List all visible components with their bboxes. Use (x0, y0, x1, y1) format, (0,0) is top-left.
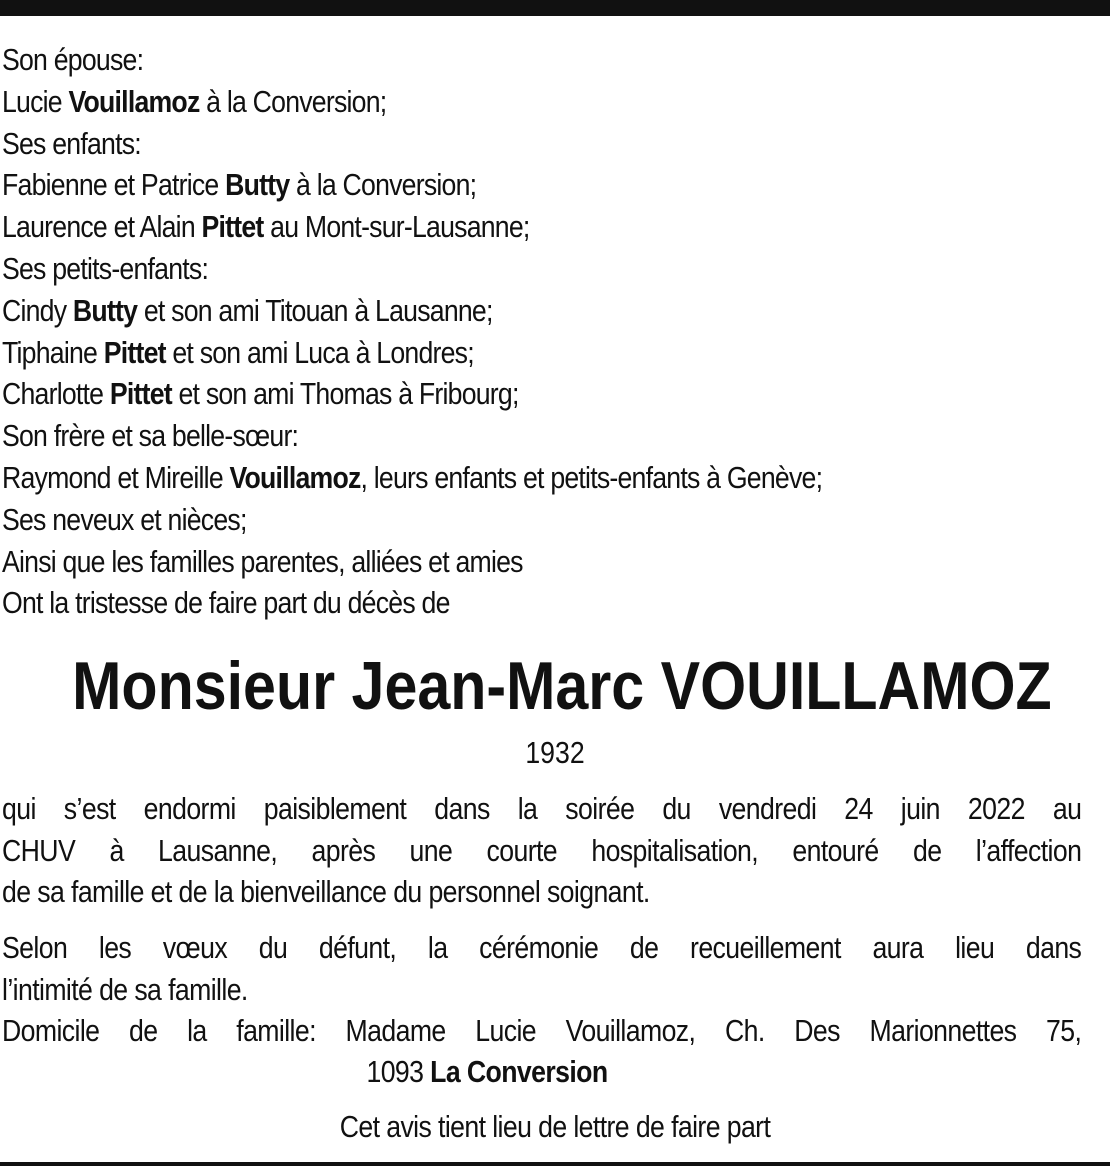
family-line: Ses neveux et nièces; (2, 501, 247, 537)
family-list (2, 39, 956, 624)
domicile-address (10, 1051, 965, 1093)
deceased-name: Monsieur Jean-Marc VOUILLAMOZ (72, 648, 1052, 724)
domicile-postcode: 1093 (366, 1054, 431, 1089)
family-line: Ses petits-enfants: (2, 250, 209, 286)
domicile-line: Domicile de la famille: Madame Lucie Vouillamoz, Ch. Des Marionnettes 75, (2, 1013, 1082, 1048)
paragraph-line: de sa famille et de la bienveillance du personnel soignant. (2, 874, 650, 909)
family-line: Fabienne et Patrice Butty à la Conversion; (2, 167, 477, 203)
domicile-paragraph (2, 1010, 1110, 1052)
bottom-rule (0, 1162, 1110, 1166)
paragraph-line: Selon les vœux du défunt, la cérémonie de recueillement aura lieu dans (2, 930, 1082, 965)
closing-line: Cet avis tient lieu de lettre de faire part (339, 1109, 771, 1144)
birth-year: 1932 (525, 735, 585, 770)
family-line: Raymond et Mireille Vouillamoz, leurs enfants et petits-enfants à Genève; (2, 459, 823, 495)
paragraph-line: CHUV à Lausanne, après une courte hospitalisation, entouré de l’affection (2, 832, 1082, 868)
family-line: Laurence et Alain Pittet au Mont-sur-Lausanne; (2, 209, 530, 245)
death-paragraph (2, 788, 1110, 913)
family-line: Lucie Vouillamoz à la Conversion; (2, 83, 387, 119)
paragraph-line: qui s’est endormi paisiblement dans la soirée du vendredi 24 juin 2022 au (2, 791, 1082, 826)
family-line: Tiphaine Pittet et son ami Luca à Londres; (2, 334, 474, 370)
family-line: Son épouse: (2, 42, 144, 77)
family-line: Ainsi que les familles parentes, alliées et amies (2, 543, 523, 579)
family-line: Ses enfants: (2, 125, 141, 161)
domicile-city: La Conversion (430, 1054, 608, 1089)
family-line: Charlotte Pittet et son ami Thomas à Fribourg; (2, 376, 519, 412)
paragraph-line: l’intimité de sa famille. (2, 971, 248, 1007)
family-line: Ont la tristesse de faire part du décès de (2, 585, 450, 621)
top-rule (0, 0, 1110, 16)
family-line: Cindy Butty et son ami Titouan à Lausanne; (2, 292, 493, 328)
family-line: Son frère et sa belle-sœur: (2, 418, 299, 454)
ceremony-paragraph (2, 927, 1110, 1010)
